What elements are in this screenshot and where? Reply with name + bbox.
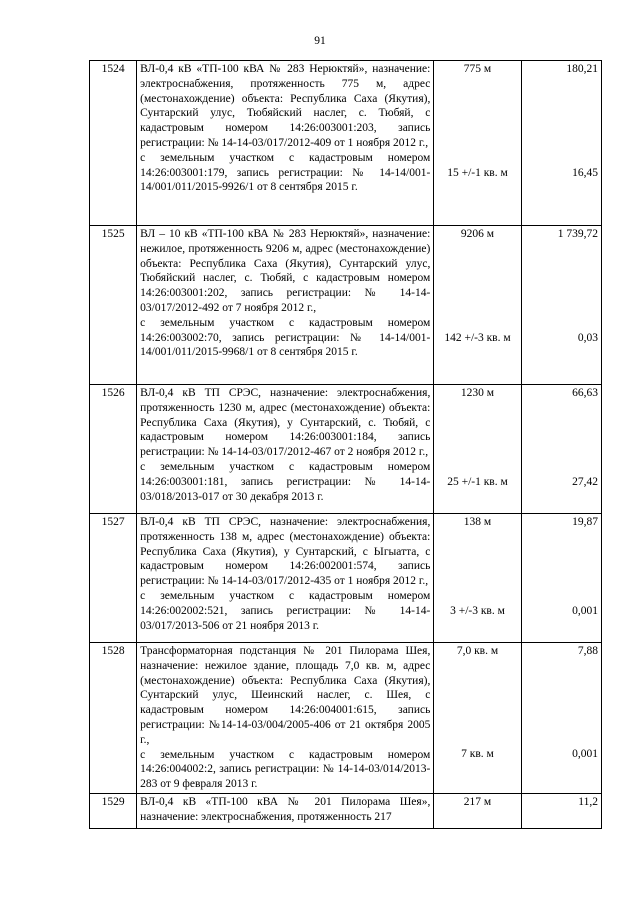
row-description xyxy=(137,643,434,794)
table-row xyxy=(90,514,602,643)
land-value: 16,45 xyxy=(572,167,598,179)
land-description: с земельным участком с кадастровым номером 14:26:003001:179, запись регистрации: № 14-14/001-14/001/011/2015-9926/1 от 8 сентября 2015 г. xyxy=(140,151,431,194)
land-description: с земельным участком с кадастровым номером 14:26:003001:181, запись регистрации: № 14-14-03/018/2013-017 от 30 декабря 2013 г. xyxy=(140,460,431,503)
land-value: 0,03 xyxy=(577,332,598,344)
object-description: ВЛ-0,4 кВ ТП СРЭС, назначение: электроснабжения, протяженность 1230 м, адрес (местонахождение) объекта: Республика Саха (Якутия), у Сунтарский, с. Тюбяй, с кадастровым номером 14:26:003001:184, запись регистрации: № 14-14-03/017/2012-467 от 2 ноября 2012 г., xyxy=(140,387,431,459)
table-row xyxy=(90,61,602,226)
row-description xyxy=(137,385,434,514)
row-quantity xyxy=(434,385,521,514)
object-value: 66,63 xyxy=(572,387,598,399)
row-value xyxy=(521,643,601,794)
row-number: 1524 xyxy=(90,61,137,226)
property-table xyxy=(89,60,602,829)
row-value xyxy=(521,514,601,643)
row-description xyxy=(137,793,434,828)
land-quantity: 7 кв. м xyxy=(461,748,494,760)
row-number: 1525 xyxy=(90,226,137,385)
row-number: 1529 xyxy=(90,793,137,828)
object-description: ВЛ-0,4 кВ «ТП-100 кВА № 283 Нерюктяй», назначение: электроснабжения, протяженность 775 м, адрес (местонахождение) объекта: Республика Саха (Якутия), Сунтарский улус, Тюбяйский наслег, с. Тюбяй, с кадастровым номером 14:26:003001:203, запись регистрации: № 14-14-03/017/2012-409 от 1 ноября 2012 г., xyxy=(140,63,431,149)
table-row xyxy=(90,643,602,794)
land-description: с земельным участком с кадастровым номером 14:26:004002:2, запись регистрации: № 14-14-03/014/2013-283 от 9 февраля 2013 г. xyxy=(140,748,431,791)
land-value: 27,42 xyxy=(572,476,598,488)
object-value: 11,2 xyxy=(578,795,598,808)
row-quantity xyxy=(434,793,521,828)
row-number: 1528 xyxy=(90,643,137,794)
row-quantity xyxy=(434,61,521,226)
object-quantity: 217 м xyxy=(463,795,492,808)
object-value: 7,88 xyxy=(577,645,598,657)
row-value xyxy=(521,793,601,828)
row-value xyxy=(521,226,601,385)
object-description: Трансформаторная подстанция № 201 Пилорама Шея, назначение: нежилое здание, площадь 7,0 кв. м, адрес (местонахождение) объекта: Республика Саха (Якутия), Сунтарский улус, Шеинский наслег, с. Шея, с кадастровым номером 14:26:004001:615, запись регистрации: №14-14-03/004/2005-406 от 21 октября 2005 г., xyxy=(140,645,431,746)
page-number: 91 xyxy=(314,35,326,47)
land-quantity: 25 +/-1 кв. м xyxy=(447,476,508,488)
land-quantity: 3 +/-3 кв. м xyxy=(450,605,505,617)
object-description: ВЛ-0,4 кВ «ТП-100 кВА № 201 Пилорама Шея», назначение: электроснабжения, протяженность 217 xyxy=(140,795,431,823)
object-quantity: 7,0 кв. м xyxy=(456,645,499,657)
object-description: ВЛ-0,4 кВ ТП СРЭС, назначение: электроснабжения, протяженность 138 м, адрес (местонахождение) объекта: Республика Саха (Якутия), у Сунтарский, с Ыгыатта, с кадастровым номером 14:26:002001:574, запись регистрации: № 14-14-03/017/2012-435 от 1 ноября 2012 г., xyxy=(140,516,431,588)
land-value: 0,001 xyxy=(572,748,598,760)
row-quantity xyxy=(434,226,521,385)
land-value: 0,001 xyxy=(572,605,598,617)
object-value: 180,21 xyxy=(566,63,598,75)
object-quantity: 9206 м xyxy=(460,228,495,240)
object-description: ВЛ – 10 кВ «ТП-100 кВА № 283 Нерюктяй», назначение: нежилое, протяженность 9206 м, адрес (местонахождение) объекта: Республика Саха (Якутия), Сунтарский улус, Тюбяйский наслег, с. Тюбяй, с кадастровым номером 14:26:003001:202, запись регистрации: № 14-14-03/017/2012-492 от 7 ноября 2012 г., xyxy=(140,228,431,314)
object-quantity: 1230 м xyxy=(460,387,495,399)
row-description xyxy=(137,61,434,226)
land-quantity: 142 +/-3 кв. м xyxy=(444,332,511,344)
table-row xyxy=(90,793,602,828)
land-description: с земельным участком с кадастровым номером 14:26:002002:521, запись регистрации: № 14-14-03/017/2013-506 от 21 ноября 2013 г. xyxy=(140,589,431,632)
row-quantity xyxy=(434,514,521,643)
object-value: 1 739,72 xyxy=(557,228,598,240)
row-description xyxy=(137,226,434,385)
row-number: 1526 xyxy=(90,385,137,514)
row-value xyxy=(521,61,601,226)
table-row xyxy=(90,385,602,514)
row-quantity xyxy=(434,643,521,794)
land-quantity: 15 +/-1 кв. м xyxy=(447,167,508,179)
row-description xyxy=(137,514,434,643)
object-quantity: 775 м xyxy=(463,63,492,75)
row-value xyxy=(521,385,601,514)
object-value: 19,87 xyxy=(572,516,598,528)
table-row xyxy=(90,226,602,385)
land-description: с земельным участком с кадастровым номером 14:26:003002:70, запись регистрации: № 14-14/001-14/001/011/2015-9968/1 от 8 сентября 2015 г. xyxy=(140,316,431,359)
object-quantity: 138 м xyxy=(463,516,492,528)
row-number: 1527 xyxy=(90,514,137,643)
